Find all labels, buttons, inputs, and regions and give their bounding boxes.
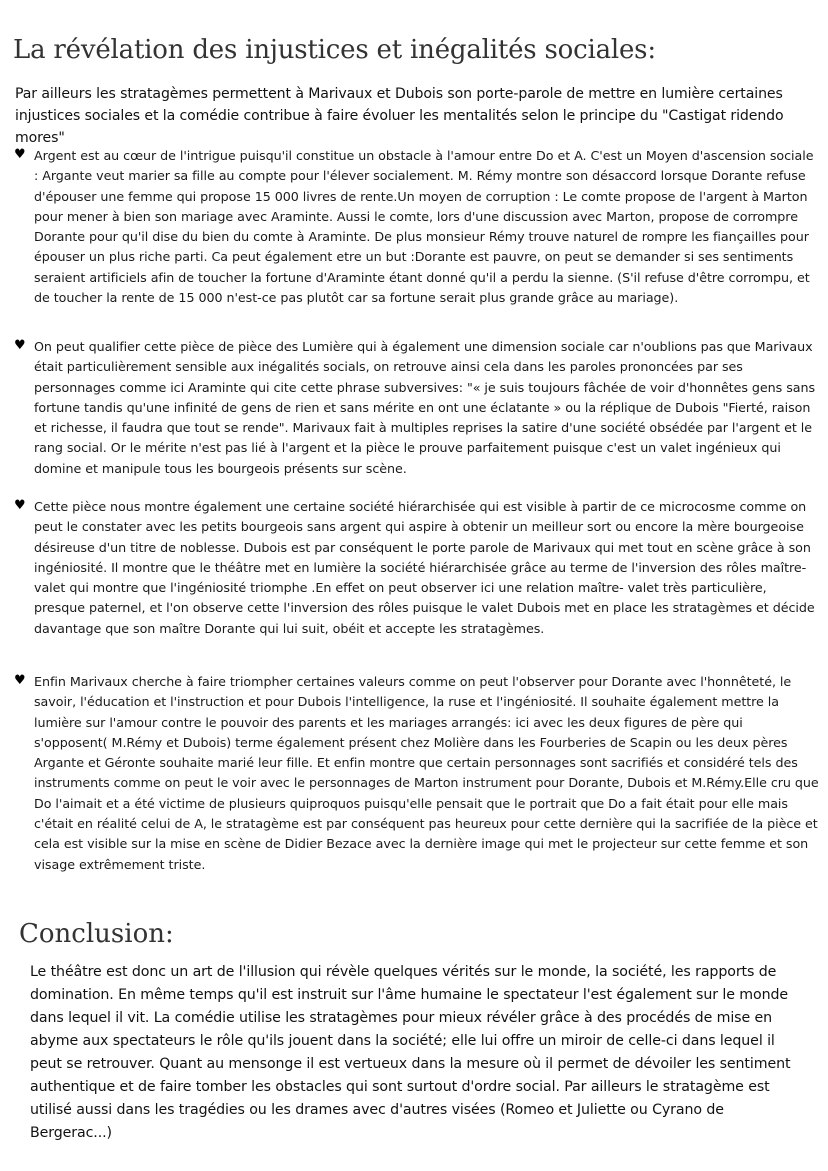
bullet-text: Cette pièce nous montre également une certaine société hiérarchisée qui est visible à partir de ce microcosme comme on peut le constater avec les petits bourgeois sans argent qui aspire à obtenir un meilleur sort ou encore la mère bourgeoise désireuse d'un titre de noblesse. Dubois est par conséquent le porte parole de Marivaux qui met tout en scène grâce à son ingéniosité. Il montre que le théâtre met en lumière la société hiérarchisée grâce au terme de l'inversion des rôles maître-valet qui montre que l'ingéniosité triomphe .En effet on peut observer ici une relation maître- valet très particulière, presque paternel, et l'on observe cette l'inversion des rôles puisque le valet Dubois met en place les stratagèmes et décide davantage que son maître Dorante qui lui suit, obéit et accepte les stratagèmes. (34, 499, 815, 636)
bullet-item-hierarchy (14, 497, 814, 639)
bullet-item-values (14, 672, 819, 875)
bullet-text: Argent est au cœur de l'intrigue puisqu'il constitue un obstacle à l'amour entre Do et A. C'est un Moyen d'ascension sociale : Argante veut marier sa fille au compte pour l'élever socialement. M. Rémy montre son désaccord lorsque Dorante refuse d'épouser une femme qui propose 15 000 livres de rente.Un moyen de corruption : Le comte propose de l'argent à Marton pour mener à bien son mariage avec Araminte. Aussi le comte, lors d'une discussion avec Marton, propose de corrompre Dorante pour qu'il dise du bien du comte à Araminte. De plus monsieur Rémy trouve naturel de rompre les fiançailles pour épouser un plus riche parti. Ca peut également etre un but :Dorante est pauvre, on peut se demander si ses sentiments seraient artificiels afin de toucher la fortune d'Araminte étant donné qu'il a perdu la sienne. (S'il refuse d'être corrompu, et de toucher la rente de 15 000 n'est-ce pas plutôt car sa fortune serait plus grande grâce au mariage). (34, 148, 814, 306)
conclusion-title: Conclusion: (19, 919, 174, 949)
conclusion-paragraph: Le théâtre est donc un art de l'illusion qui révèle quelques vérités sur le monde, la société, les rapports de domination. En même temps qu'il est instruit sur l'âme humaine le spectateur l'est également sur le monde dans lequel il vit. La comédie utilise les stratagèmes pour mieux révéler grâce à des procédés de mise en abyme aux spectateurs le rôle qu'ils jouent dans la société; elle lui offre un miroir de celle-ci dans lequel il peut se retrouver. Quant au mensonge il est vertueux dans la mesure où il permet de dévoiler les sentiment authentique et de faire tomber les obstacles qui sont surtout d'ordre social. Par ailleurs le stratagème est utilisé aussi dans les tragédies ou les drames avec d'autres visées (Romeo et Juliette ou Cyrano de Bergerac...) (30, 964, 791, 1141)
heart-bullet-icon: ♥ (14, 498, 26, 513)
intro-paragraph: Par ailleurs les stratagèmes permettent à Marivaux et Dubois son porte-parole de mettre en lumière certaines injustices sociales et la comédie contribue à faire évoluer les mentalités selon le principe du "Castigat ridendo mores" (15, 86, 784, 146)
bullet-item-lumieres (14, 337, 814, 479)
bullet-item-money (14, 146, 814, 308)
bullet-text: On peut qualifier cette pièce de pièce des Lumière qui à également une dimension sociale car n'oublions pas que Marivaux était particulièrement sensible aux inégalités socials, on retrouve ainsi cela dans les paroles prononcées par ses personnages comme ici Araminte qui cite cette phrase subversives: "« je suis toujours fâchée de voir d'honnêtes gens sans fortune tandis qu'une infinité de gens de rien et sans mérite en ont une éclatante » ou la réplique de Dubois "Fierté, raison et richesse, il faudra que tout se rende". Marivaux fait à multiples reprises la satire d'une société obsédée par l'argent et le rang social. Or le mérite n'est pas lié à l'argent et la pièce le prouve parfaitement puisque c'est un valet ingénieux qui domine et manipule tous les bourgeois présents sur scène. (34, 339, 816, 476)
section-title: La révélation des injustices et inégalités sociales: (13, 35, 656, 65)
heart-bullet-icon: ♥ (14, 673, 26, 688)
bullet-text: Enfin Marivaux cherche à faire triompher certaines valeurs comme on peut l'observer pour Dorante avec l'honnêteté, le savoir, l'éducation et l'instruction et pour Dubois l'intelligence, la ruse et l'ingéniosité. Il souhaite également mettre la lumière sur l'amour contre le pouvoir des parents et les mariages arrangés: ici avec les deux figures de père qui s'opposent( M.Rémy et Dubois) terme également présent chez Molière dans les Fourberies de Scapin ou les deux pères Argante et Géronte souhaite marié leur fille. Et enfin montre que certain personnages sont sacrifiés et considéré tels des instruments comme on peut le voir avec le personnages de Marton instrument pour Dorante, Dubois et M.Rémy.Elle cru que Do l'aimait et a été victime de plusieurs quiproquos puisqu'elle pensait que le portrait que Do a fait était pour elle mais c'était en réalité celui de A, le stratagème est par conséquent pas heureux pour cette dernière qui la sacrifiée de la pièce et cela est visible sur la mise en scène de Didier Bezace avec la dernière image qui met le projecteur sur cette femme et son visage extrêmement triste. (34, 674, 819, 872)
heart-bullet-icon: ♥ (14, 338, 26, 353)
heart-bullet-icon: ♥ (14, 147, 26, 162)
